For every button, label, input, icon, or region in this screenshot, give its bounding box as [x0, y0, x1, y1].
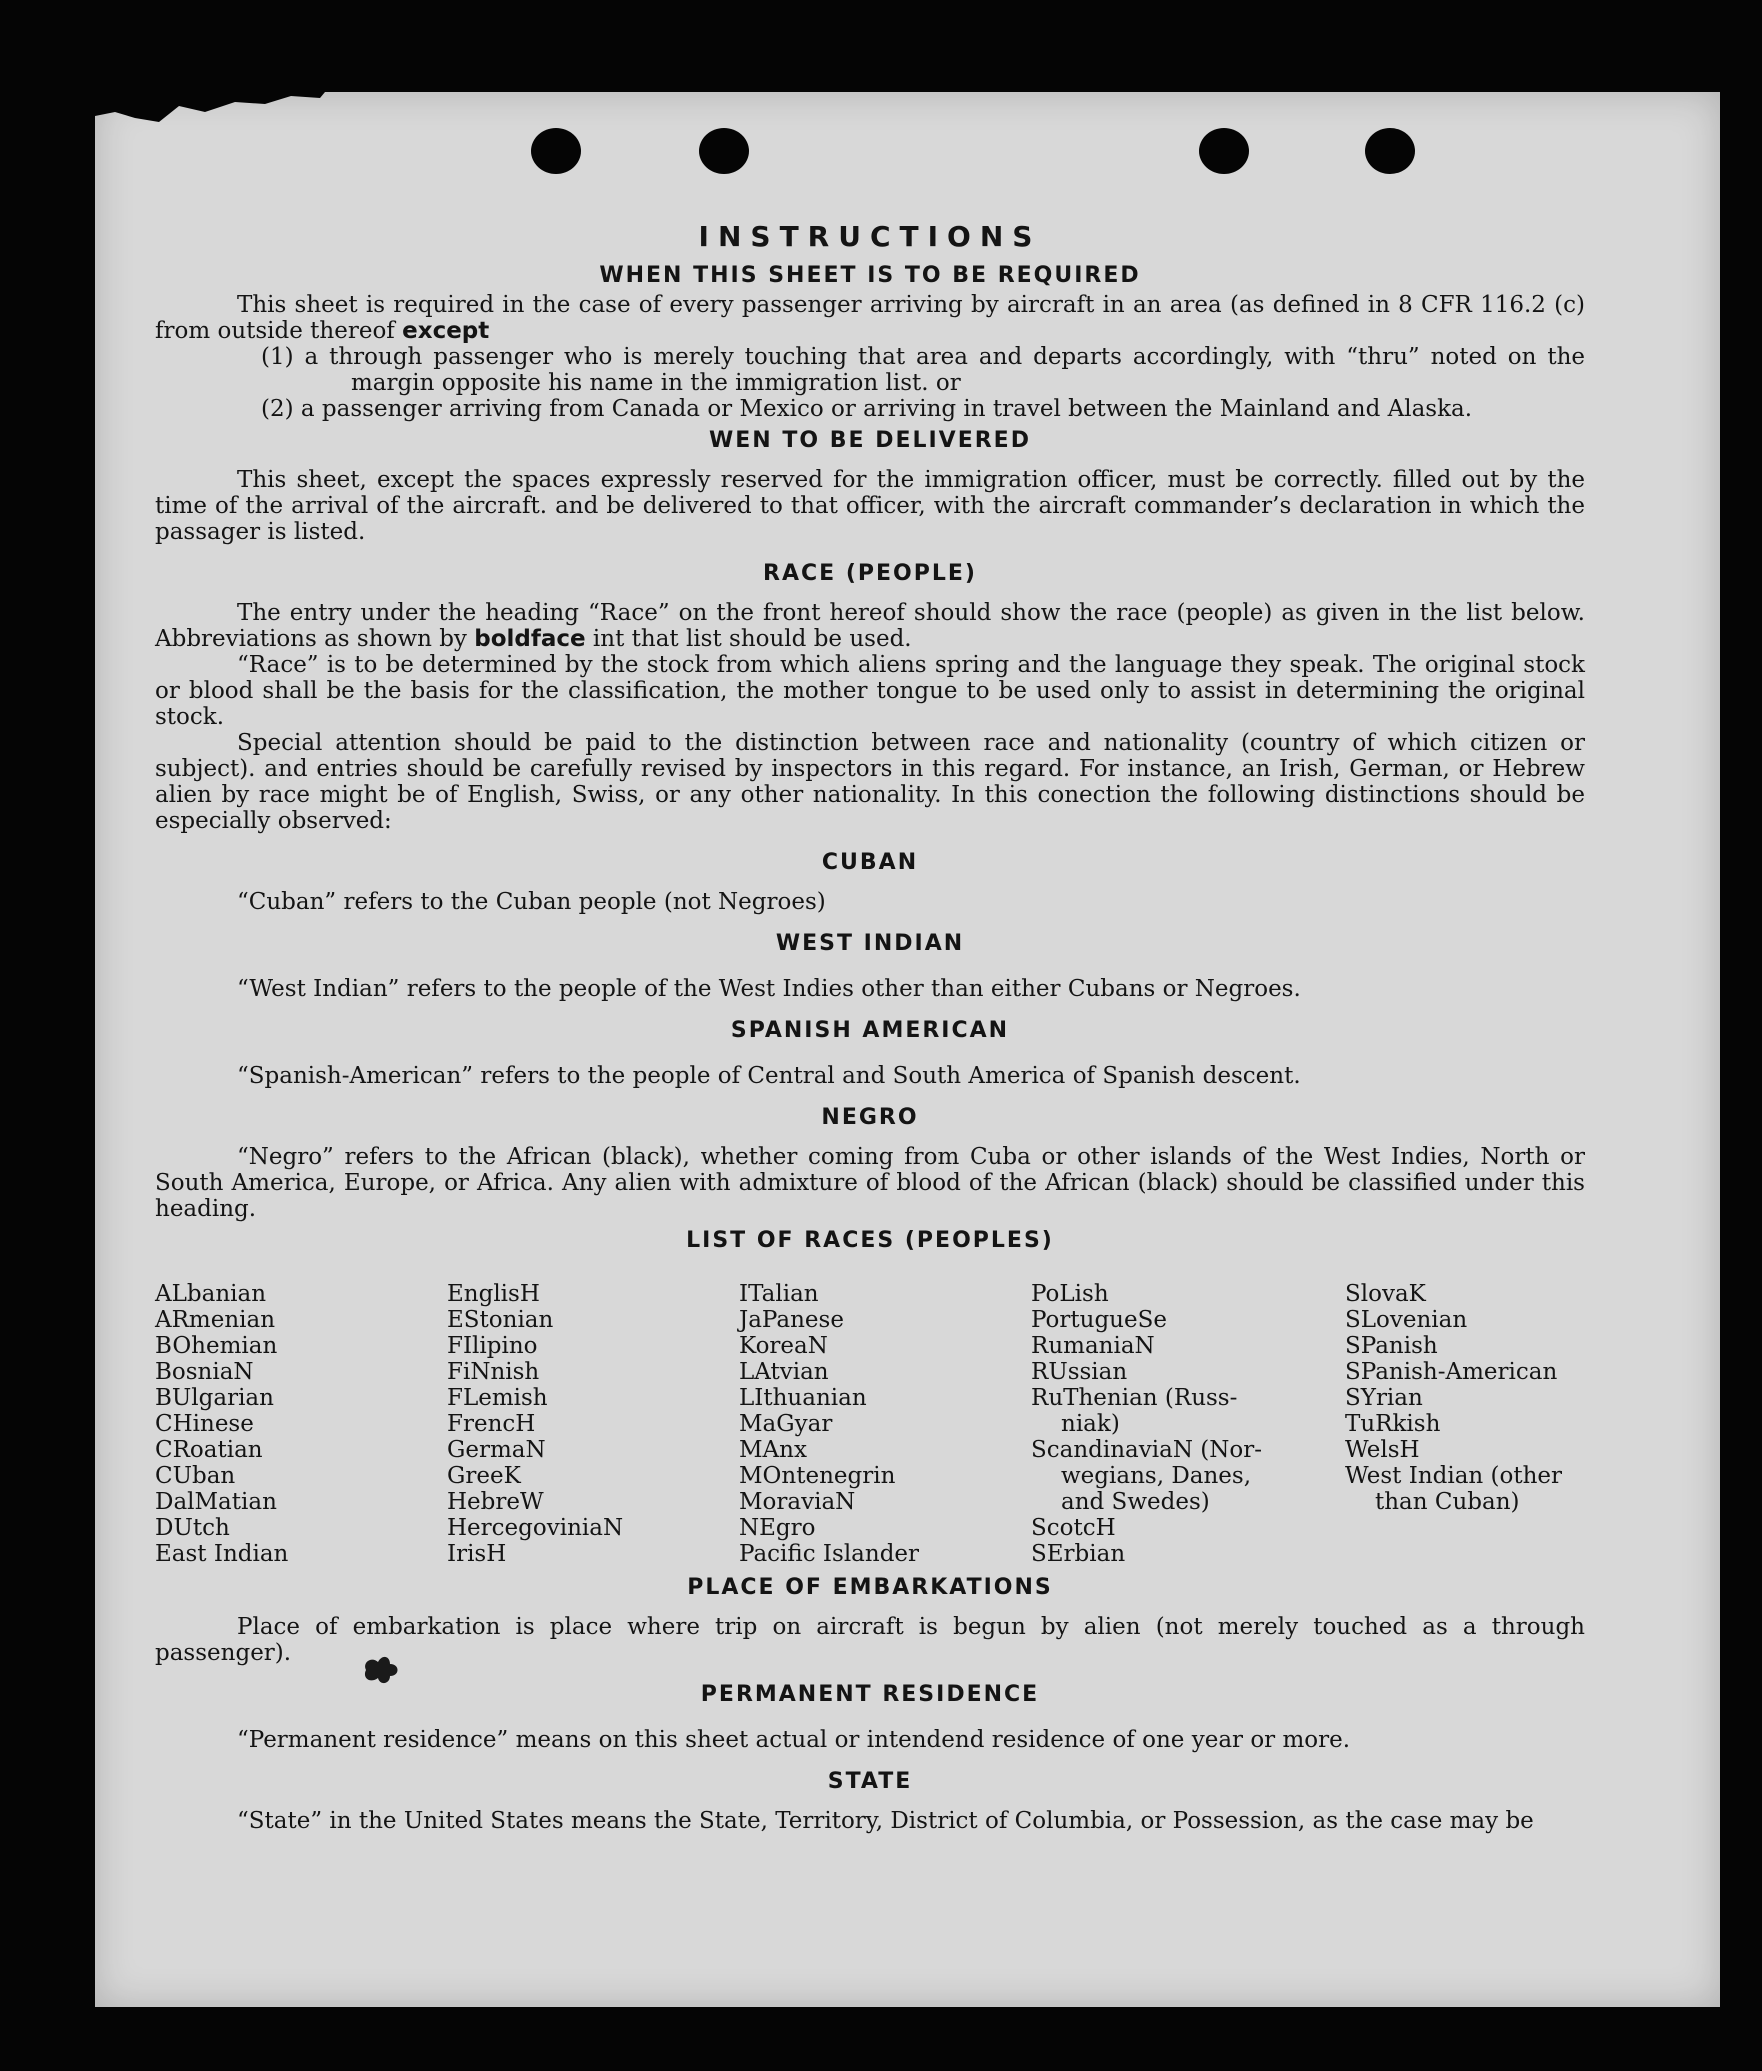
state-text: “State” in the United States means the State, Territory, District of Columbia, or Possession, as the case may be: [237, 1808, 1534, 1834]
race-item: SErbian: [1031, 1541, 1126, 1567]
race-item: CUban: [155, 1463, 236, 1489]
race-item: JaPanese: [739, 1307, 844, 1333]
race-item: ITalian: [739, 1281, 819, 1307]
race-item: BOhemian: [155, 1333, 278, 1359]
race-item: RuThenian (Russ-: [1031, 1385, 1238, 1411]
exception-item-1: (1) a through passenger who is merely touching that area and departs accordingly, with “thru” noted on the margin opposite his name in the immigration list. or: [261, 344, 1585, 396]
heading-race: RACE (PEOPLE): [763, 561, 977, 586]
races-column-1: [155, 1281, 447, 1567]
race-item: IrisH: [447, 1541, 507, 1567]
race-item: HebreW: [447, 1489, 544, 1515]
race-item: FrencH: [447, 1411, 536, 1437]
race-item: SYrian: [1345, 1385, 1423, 1411]
race-item: EnglisH: [447, 1281, 540, 1307]
heading-embarkation: PLACE OF EMBARKATIONS: [687, 1575, 1053, 1600]
race-item: FLemish: [447, 1385, 548, 1411]
race-item: GreeK: [447, 1463, 521, 1489]
page-title: INSTRUCTIONS: [698, 220, 1042, 253]
races-column-2: [447, 1281, 739, 1567]
punch-hole-3: [1199, 128, 1249, 174]
race-paragraph-1: The entry under the heading “Race” on the front hereof should show the race (people) as given in the list below. Abbreviations as shown by boldface int that list should be used.: [155, 600, 1585, 652]
cuban-text: “Cuban” refers to the Cuban people (not Negroes): [237, 889, 826, 915]
race-item: SlovaK: [1345, 1281, 1426, 1307]
heading-list-of-races: LIST OF RACES (PEOPLES): [686, 1228, 1054, 1253]
race-paragraph-2: “Race” is to be determined by the stock from which aliens spring and the language they speak. The original stock or blood shall be the basis for the classification, the mother tongue to be used only to assist in determining the original stock.: [155, 652, 1585, 730]
race-item: DUtch: [155, 1515, 230, 1541]
heading-west-indian: WEST INDIAN: [775, 931, 965, 956]
race-item: DalMatian: [155, 1489, 277, 1515]
race-item: MoraviaN: [739, 1489, 856, 1515]
punch-hole-4: [1365, 128, 1415, 174]
race-item: EStonian: [447, 1307, 554, 1333]
race-item: MOntenegrin: [739, 1463, 896, 1489]
race-item: BosniaN: [155, 1359, 254, 1385]
race-item: and Swedes): [1061, 1489, 1210, 1515]
race-item: HercegoviniaN: [447, 1515, 624, 1541]
race-item: FiNnish: [447, 1359, 540, 1385]
race-item: wegians, Danes,: [1061, 1463, 1252, 1489]
race-paragraph-3: Special attention should be paid to the distinction between race and nationality (country of which citizen or subject). and entries should be carefully revised by inspectors in this regard. For instance, an Irish, German, or Hebrew alien by race might be of English, Swiss, or any other nationality. In this conection the following distinctions should be especially observed:: [155, 730, 1585, 834]
race-item: KoreaN: [739, 1333, 828, 1359]
race-item: SPanish: [1345, 1333, 1438, 1359]
negro-text: “Negro” refers to the African (black), whether coming from Cuba or other islands of the West Indies, North or South America, Europe, or Africa. Any alien with admixture of blood of the African (black) should be classified under this heading.: [155, 1144, 1585, 1222]
race-item: ARmenian: [155, 1307, 276, 1333]
races-column-4: [1031, 1281, 1345, 1567]
race-item: than Cuban): [1375, 1489, 1520, 1515]
race-item: TuRkish: [1345, 1411, 1441, 1437]
west-indian-text: “West Indian” refers to the people of the West Indies other than either Cubans or Negroes.: [237, 976, 1301, 1002]
permanent-residence-text: “Permanent residence” means on this sheet actual or intendend residence of one year or more.: [237, 1727, 1351, 1753]
race-item: FIlipino: [447, 1333, 538, 1359]
race-item: BUlgarian: [155, 1385, 274, 1411]
embarkation-text: Place of embarkation is place where trip on aircraft is begun by alien (not merely touched as a through passenger).: [155, 1614, 1585, 1666]
race-item: CRoatian: [155, 1437, 263, 1463]
race-item: West Indian (other: [1345, 1463, 1563, 1489]
when-delivered-text: This sheet, except the spaces expressly reserved for the immigration officer, must be correctly. filled out by the time of the arrival of the aircraft. and be delivered to that officer, with the aircraft commander’s declaration in which the passager is listed.: [155, 467, 1585, 545]
spanish-american-text: “Spanish-American” refers to the people of Central and South America of Spanish descent.: [237, 1063, 1301, 1089]
heading-when-required: WHEN THIS SHEET IS TO BE REQUIRED: [599, 263, 1141, 288]
race-item: SLovenian: [1345, 1307, 1468, 1333]
race-item: ALbanian: [155, 1281, 267, 1307]
race-item: ScandinaviaN (Nor-: [1031, 1437, 1262, 1463]
race-item: RUssian: [1031, 1359, 1128, 1385]
race-item: LAtvian: [739, 1359, 829, 1385]
races-column-3: [739, 1281, 1031, 1567]
heading-spanish-american: SPANISH AMERICAN: [730, 1018, 1010, 1043]
heading-when-delivered: WEN TO BE DELIVERED: [709, 428, 1031, 453]
punch-hole-2: [699, 128, 749, 174]
race-item: PortugueSe: [1031, 1307, 1167, 1333]
race-item: NEgro: [739, 1515, 816, 1541]
races-list: [155, 1281, 1585, 1567]
heading-permanent-residence: PERMANENT RESIDENCE: [700, 1682, 1040, 1707]
race-item: MAnx: [739, 1437, 807, 1463]
race-item: WelsH: [1345, 1437, 1420, 1463]
race-item: RumaniaN: [1031, 1333, 1155, 1359]
when-required-intro: This sheet is required in the case of every passenger arriving by aircraft in an area (as defined in 8 CFR 116.2 (c) from outside thereof except: [155, 292, 1585, 344]
race-item: ScotcH: [1031, 1515, 1116, 1541]
document-page: [95, 92, 1720, 2007]
heading-negro: NEGRO: [821, 1105, 919, 1130]
race-item: GermaN: [447, 1437, 546, 1463]
race-item: LIthuanian: [739, 1385, 867, 1411]
race-item: MaGyar: [739, 1411, 833, 1437]
race-item: CHinese: [155, 1411, 254, 1437]
races-column-5: [1345, 1281, 1585, 1567]
race-item: Pacific Islander: [739, 1541, 920, 1567]
race-item: niak): [1061, 1411, 1120, 1437]
ink-blot: [360, 1652, 402, 1686]
race-item: SPanish-American: [1345, 1359, 1558, 1385]
punch-hole-1: [531, 128, 581, 174]
race-item: East Indian: [155, 1541, 289, 1567]
instructions-text: [155, 220, 1585, 1834]
torn-corner: [95, 92, 325, 132]
race-item: PoLish: [1031, 1281, 1109, 1307]
heading-state: STATE: [827, 1769, 913, 1794]
heading-cuban: CUBAN: [821, 850, 919, 875]
exception-item-2: (2) a passenger arriving from Canada or Mexico or arriving in travel between the Mainland and Alaska.: [261, 396, 1473, 422]
